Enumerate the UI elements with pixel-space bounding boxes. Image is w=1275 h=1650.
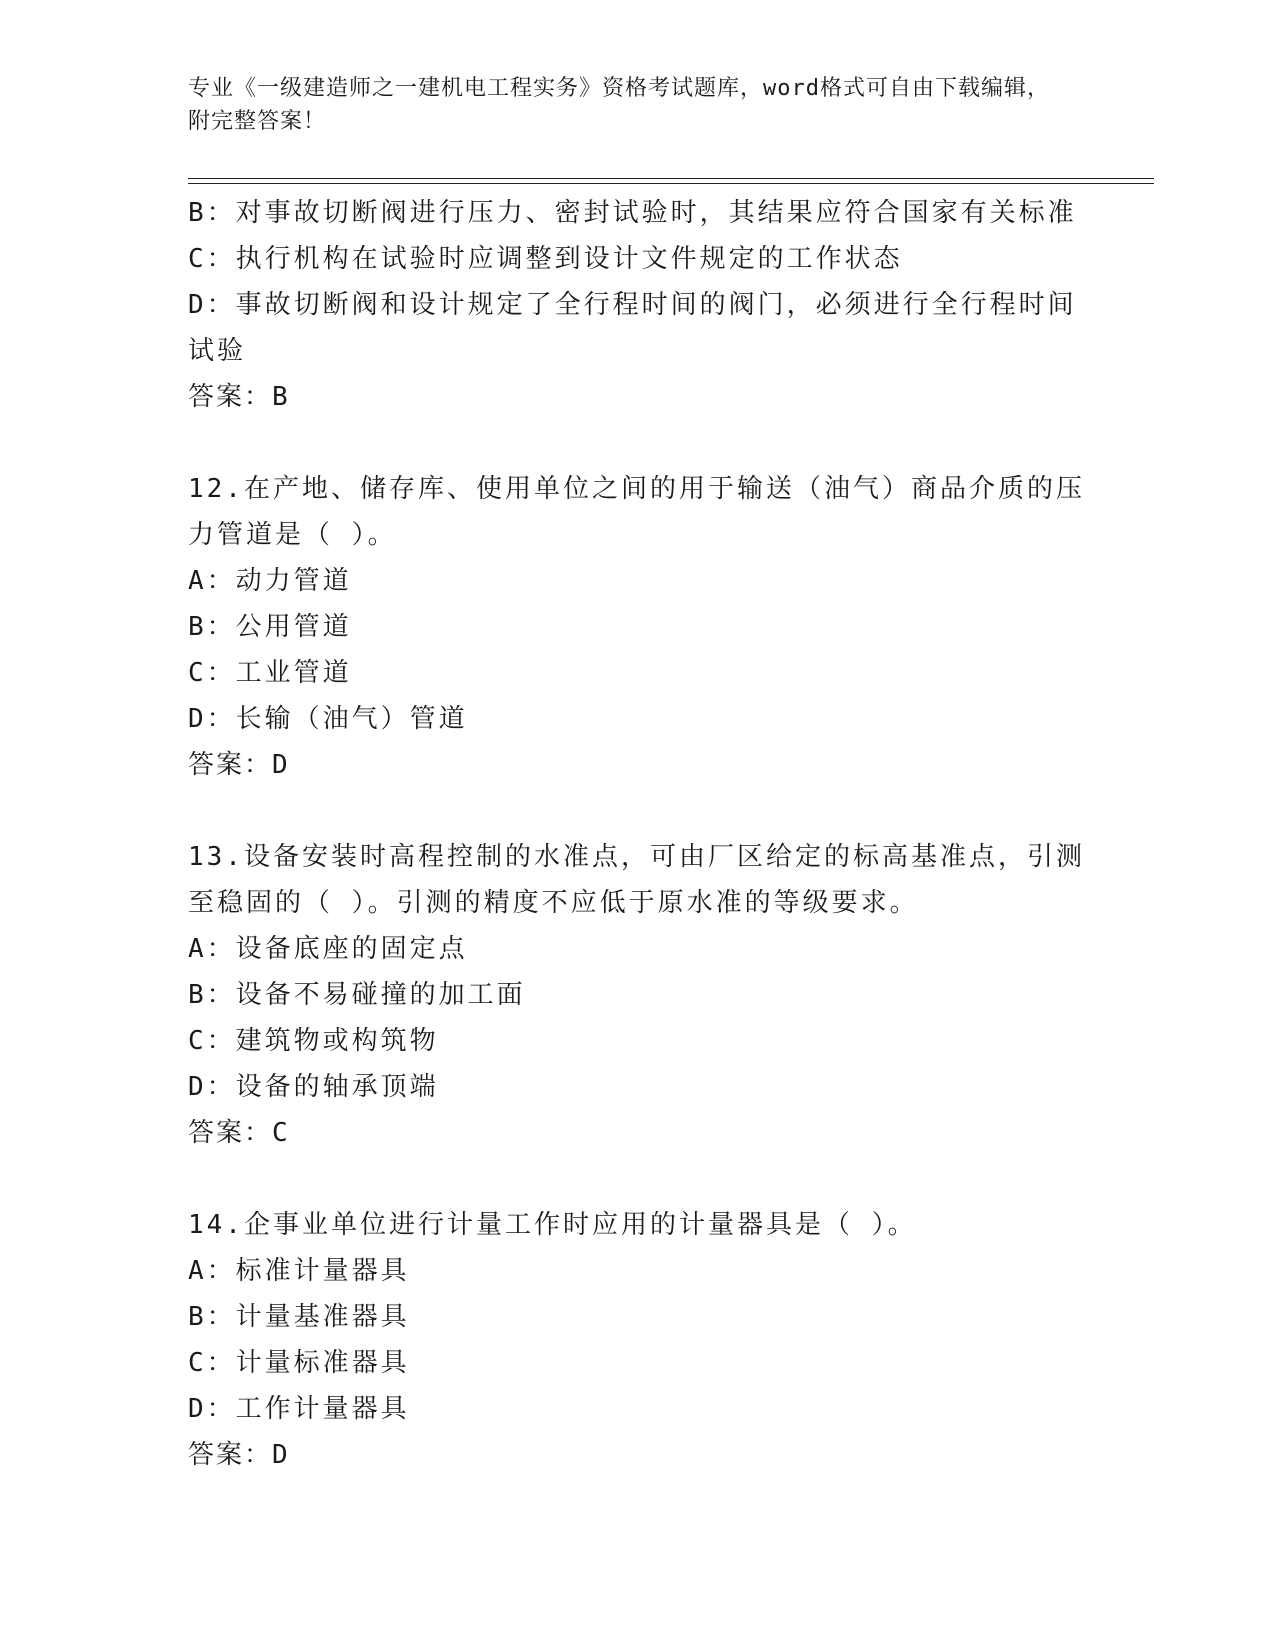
question-stem: 14.企事业单位进行计量工作时应用的计量器具是（ ）。: [188, 1210, 917, 1240]
option-c: C：执行机构在试验时应调整到设计文件规定的工作状态: [188, 244, 903, 274]
option-b: B：计量基准器具: [188, 1302, 410, 1332]
option-a: A：标准计量器具: [188, 1256, 410, 1286]
question-stem: 13.设备安装时高程控制的水准点，可由厂区给定的标高基准点，引测至稳固的（ ）。引测的精度不应低于原水准的等级要求。: [188, 842, 1085, 918]
answer: 答案：D: [188, 750, 290, 780]
option-c: C：计量标准器具: [188, 1348, 410, 1378]
question-list: [188, 190, 1088, 1478]
option-a: A：设备底座的固定点: [188, 934, 468, 964]
option-c: C：工业管道: [188, 658, 352, 688]
option-b: B：设备不易碰撞的加工面: [188, 980, 526, 1010]
option-c: C：建筑物或构筑物: [188, 1026, 439, 1056]
option-b: B：对事故切断阀进行压力、密封试验时，其结果应符合国家有关标准: [188, 198, 1077, 228]
option-d: D：工作计量器具: [188, 1394, 410, 1424]
option-a: A：动力管道: [188, 566, 352, 596]
question-11-continued: [188, 190, 1088, 420]
header-divider-top: [188, 178, 1154, 179]
answer: 答案：D: [188, 1440, 290, 1470]
question-stem: 12.在产地、储存库、使用单位之间的用于输送（油气）商品介质的压力管道是（ ）。: [188, 474, 1085, 550]
question-14: [188, 1202, 1088, 1478]
document-header: 专业《一级建造师之一建机电工程实务》资格考试题库，word格式可自由下载编辑，附完整答案！: [188, 76, 1050, 134]
option-d: D：设备的轴承顶端: [188, 1072, 439, 1102]
question-13: [188, 834, 1088, 1156]
option-b: B：公用管道: [188, 612, 352, 642]
answer: 答案：C: [188, 1118, 290, 1148]
header-divider-bottom: [188, 183, 1154, 184]
question-12: [188, 466, 1088, 788]
answer: 答案：B: [188, 382, 290, 412]
option-d: D：长输（油气）管道: [188, 704, 468, 734]
option-d: D：事故切断阀和设计规定了全行程时间的阀门，必须进行全行程时间试验: [188, 290, 1077, 366]
